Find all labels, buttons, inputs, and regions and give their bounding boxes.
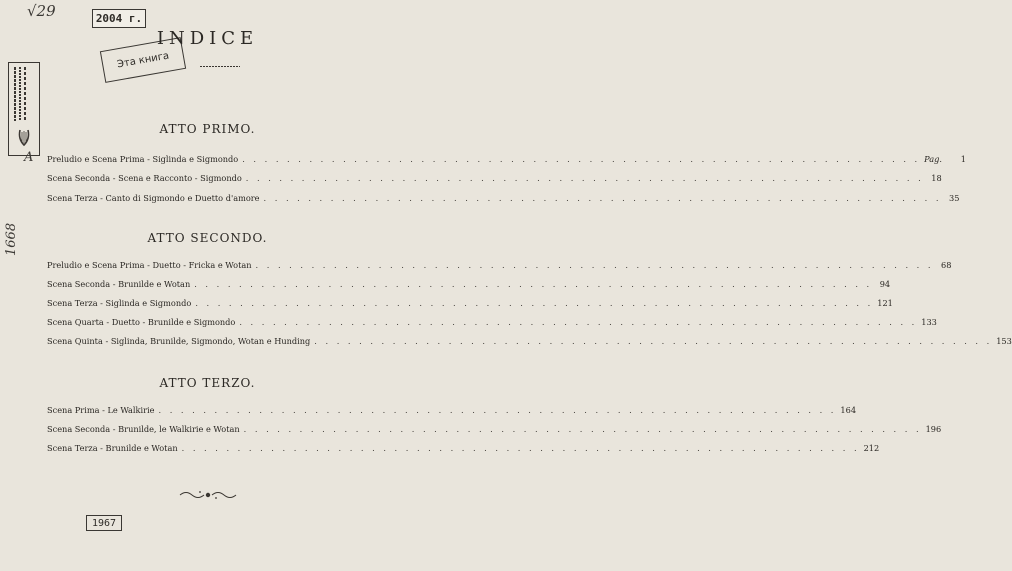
- toc-entry: [47, 334, 1012, 348]
- toc-entry: [47, 258, 952, 272]
- toc-page-number: 18: [931, 173, 942, 183]
- toc-page-number: 121: [877, 298, 893, 308]
- toc-entry: [47, 277, 891, 291]
- toc-entry: [47, 441, 880, 455]
- toc-leader-dots: . . . . . . . . . . . . . . . . . . . . . . . . . . . . . . . . . . . . . . . . . . . . . . . . . . . . . . . . . . . . .: [195, 298, 874, 308]
- toc-leader-dots: . . . . . . . . . . . . . . . . . . . . . . . . . . . . . . . . . . . . . . . . . . . . . . . . . . . . . . . . . . . . .: [255, 260, 934, 270]
- toc-entry-title: Scena Quarta - Duetto - Brunilde e Sigmondo: [47, 317, 236, 327]
- toc-entry-title: Scena Seconda - Brunilde, le Walkirie e Wotan: [47, 424, 240, 434]
- section-heading-atto-secondo: ATTO SECONDO.: [147, 231, 268, 245]
- toc-entry-title: Preludio e Scena Prima - Siglinda e Sigmondo: [47, 154, 239, 164]
- year-stamp: 2004 г.: [92, 9, 146, 28]
- toc-leader-dots: . . . . . . . . . . . . . . . . . . . . . . . . . . . . . . . . . . . . . . . . . . . . . . . . . . . . . . . . . . . . .: [243, 424, 922, 434]
- toc-entry: [47, 191, 960, 205]
- toc-page-number: 153: [996, 336, 1012, 346]
- section-heading-atto-primo: ATTO PRIMO.: [159, 122, 256, 136]
- toc-page-number: 68: [941, 260, 952, 270]
- toc-entry-title: Scena Seconda - Brunilde e Wotan: [47, 279, 191, 289]
- toc-entry: [47, 296, 893, 310]
- handwritten-letter: A: [24, 150, 34, 165]
- toc-entry: [47, 315, 937, 329]
- toc-leader-dots: . . . . . . . . . . . . . . . . . . . . . . . . . . . . . . . . . . . . . . . . . . . . . . . . . . . . . . . . . . . . .: [158, 405, 837, 415]
- toc-entry-title: Scena Seconda - Scena e Racconto - Sigmondo: [47, 173, 242, 183]
- toc-page-number: 212: [863, 443, 880, 453]
- handwritten-catalog-mark: √29: [27, 2, 56, 20]
- page-title: INDICE: [156, 28, 259, 49]
- toc-page-number: 94: [879, 279, 891, 289]
- toc-leader-dots: . . . . . . . . . . . . . . . . . . . . . . . . . . . . . . . . . . . . . . . . . . . . . . . . . . . . . . . . . . . . .: [239, 317, 918, 327]
- toc-entry-title: Scena Prima - Le Walkirie: [47, 405, 155, 415]
- toc-leader-dots: . . . . . . . . . . . . . . . . . . . . . . . . . . . . . . . . . . . . . . . . . . . . . . . . . . . . . . . . . . . . .: [263, 193, 942, 203]
- toc-entry-title: Scena Quinta - Siglinda, Brunilde, Sigmondo, Wotan e Hunding: [47, 336, 311, 346]
- toc-entry-title: Preludio e Scena Prima - Duetto - Fricka e Wotan: [47, 260, 252, 270]
- toc-entry-title: Scena Terza - Brunilde e Wotan: [47, 443, 178, 453]
- toc-entry: [47, 171, 942, 185]
- toc-leader-dots: . . . . . . . . . . . . . . . . . . . . . . . . . . . . . . . . . . . . . . . . . . . . . . . . . . . . . . . . . . . . .: [314, 336, 993, 346]
- book-stamp: Эта книга: [100, 37, 186, 83]
- toc-entry: [47, 403, 857, 417]
- toc-page-number: 164: [840, 405, 857, 415]
- section-heading-atto-terzo: ATTO TERZO.: [159, 376, 256, 390]
- toc-leader-dots: . . . . . . . . . . . . . . . . . . . . . . . . . . . . . . . . . . . . . . . . . . . . . . . . . . . . . . . . . . . . .: [181, 443, 860, 453]
- title-ornament-rule: [200, 65, 240, 68]
- toc-page-number: 1: [960, 154, 967, 164]
- handwritten-side-number: 1668: [4, 222, 19, 256]
- library-stamp-text-lines: [11, 65, 29, 123]
- decorative-ornament-icon: [178, 489, 238, 501]
- inventory-stamp: 1967: [86, 515, 122, 531]
- toc-page-number: 35: [949, 193, 960, 203]
- toc-entry-title: Scena Terza - Canto di Sigmondo e Duetto d'amore: [47, 193, 260, 203]
- toc-leader-dots: . . . . . . . . . . . . . . . . . . . . . . . . . . . . . . . . . . . . . . . . . . . . . . . . . . . . . . . . . . . . .: [245, 173, 924, 183]
- toc-entry: [47, 152, 967, 166]
- toc-leader-dots: . . . . . . . . . . . . . . . . . . . . . . . . . . . . . . . . . . . . . . . . . . . . . . . . . . . . . . . . . . . . .: [242, 154, 921, 164]
- toc-leader-dots: . . . . . . . . . . . . . . . . . . . . . . . . . . . . . . . . . . . . . . . . . . . . . . . . . . . . . . . . . . . . .: [194, 279, 873, 289]
- toc-page-number: 196: [925, 424, 942, 434]
- toc-entry: [47, 422, 942, 436]
- toc-pag-label: Pag.: [924, 154, 943, 164]
- toc-entry-title: Scena Terza - Siglinda e Sigmondo: [47, 298, 192, 308]
- toc-page-number: 133: [921, 317, 937, 327]
- library-stamp: [8, 62, 40, 156]
